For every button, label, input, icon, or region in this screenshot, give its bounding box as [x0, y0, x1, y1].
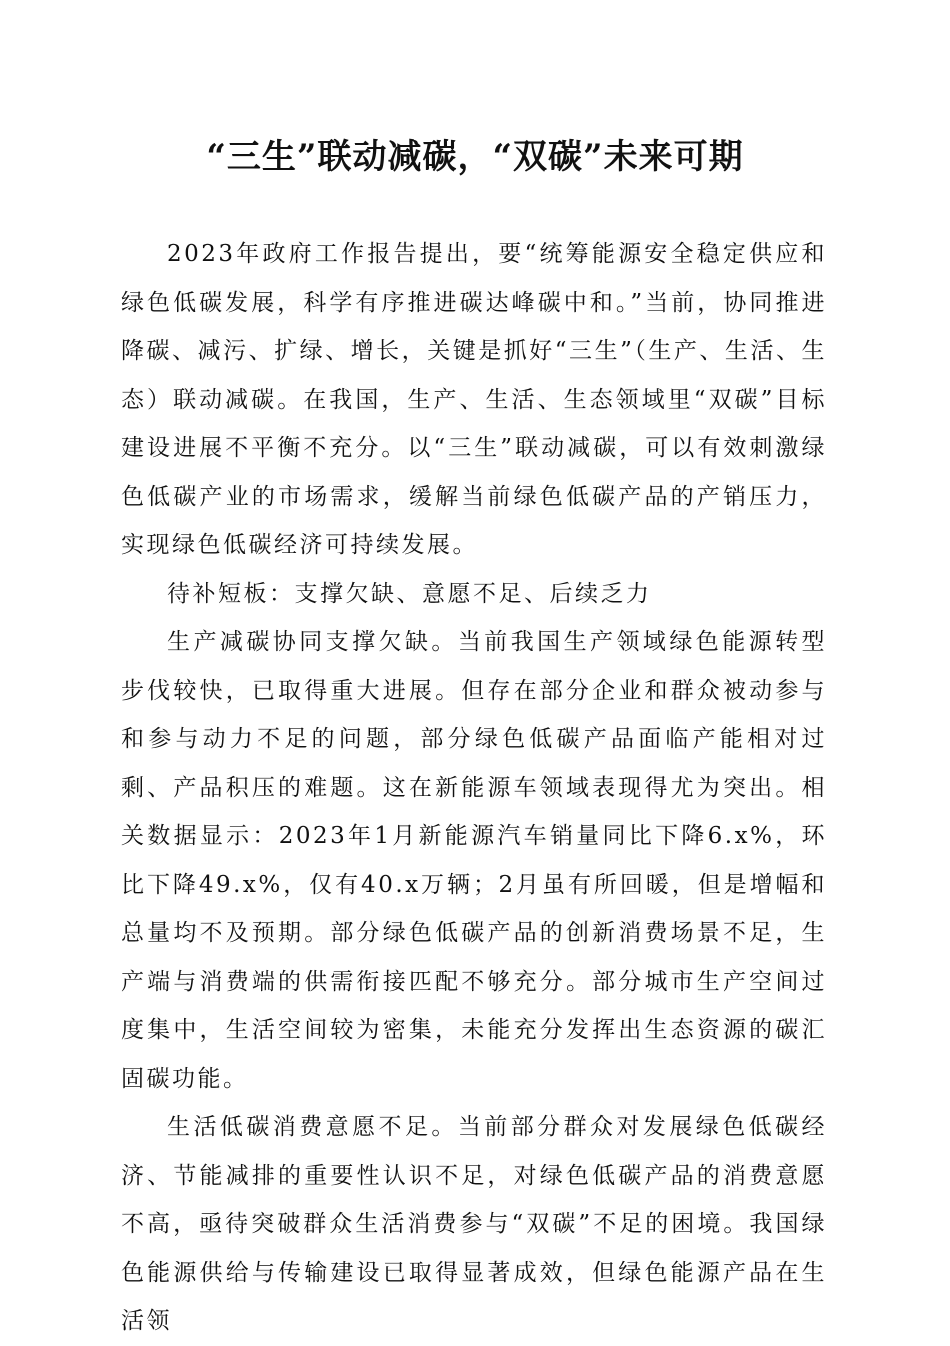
paragraph-consumption: 生活低碳消费意愿不足。当前部分群众对发展绿色低碳经济、节能减排的重要性认识不足，对绿色低碳产品的消费意愿不高，亟待突破群众生活消费参与“双碳”不足的困境。我国绿色能源供给与传输建设已取得显著成效，但绿色能源产品在生活领	[121, 1114, 827, 1334]
paragraph-intro: 2023年政府工作报告提出，要“统筹能源安全稳定供应和绿色低碳发展，科学有序推进碳达峰碳中和。”当前，协同推进降碳、减污、扩绿、增长，关键是抓好“三生”（生产、生活、生态）联动减碳。在我国，生产、生活、生态领域里“双碳”目标建设进展不平衡不充分。以“三生”联动减碳，可以有效刺激绿色低碳产业的市场需求，缓解当前绿色低碳产品的产销压力，实现绿色低碳经济可持续发展。	[121, 241, 827, 558]
paragraph-production: 生产减碳协同支撑欠缺。当前我国生产领域绿色能源转型步伐较快，已取得重大进展。但存在部分企业和群众被动参与和参与动力不足的问题，部分绿色低碳产品面临产能相对过剩、产品积压的难题。这在新能源车领域表现得尤为突出。相关数据显示：2023年1月新能源汽车销量同比下降6.x%，环比下降49.x%，仅有40.x万辆；2月虽有所回暖，但是增幅和总量均不及预期。部分绿色低碳产品的创新消费场景不足，生产端与消费端的供需衔接匹配不够充分。部分城市生产空间过度集中，生活空间较为密集，未能充分发挥出生态资源的碳汇固碳功能。	[121, 629, 827, 1092]
document-body	[121, 230, 827, 1346]
document-title: “三生”联动减碳，“双碳”未来可期	[206, 137, 744, 177]
section-heading: 待补短板：支撑欠缺、意愿不足、后续乏力	[167, 580, 652, 607]
